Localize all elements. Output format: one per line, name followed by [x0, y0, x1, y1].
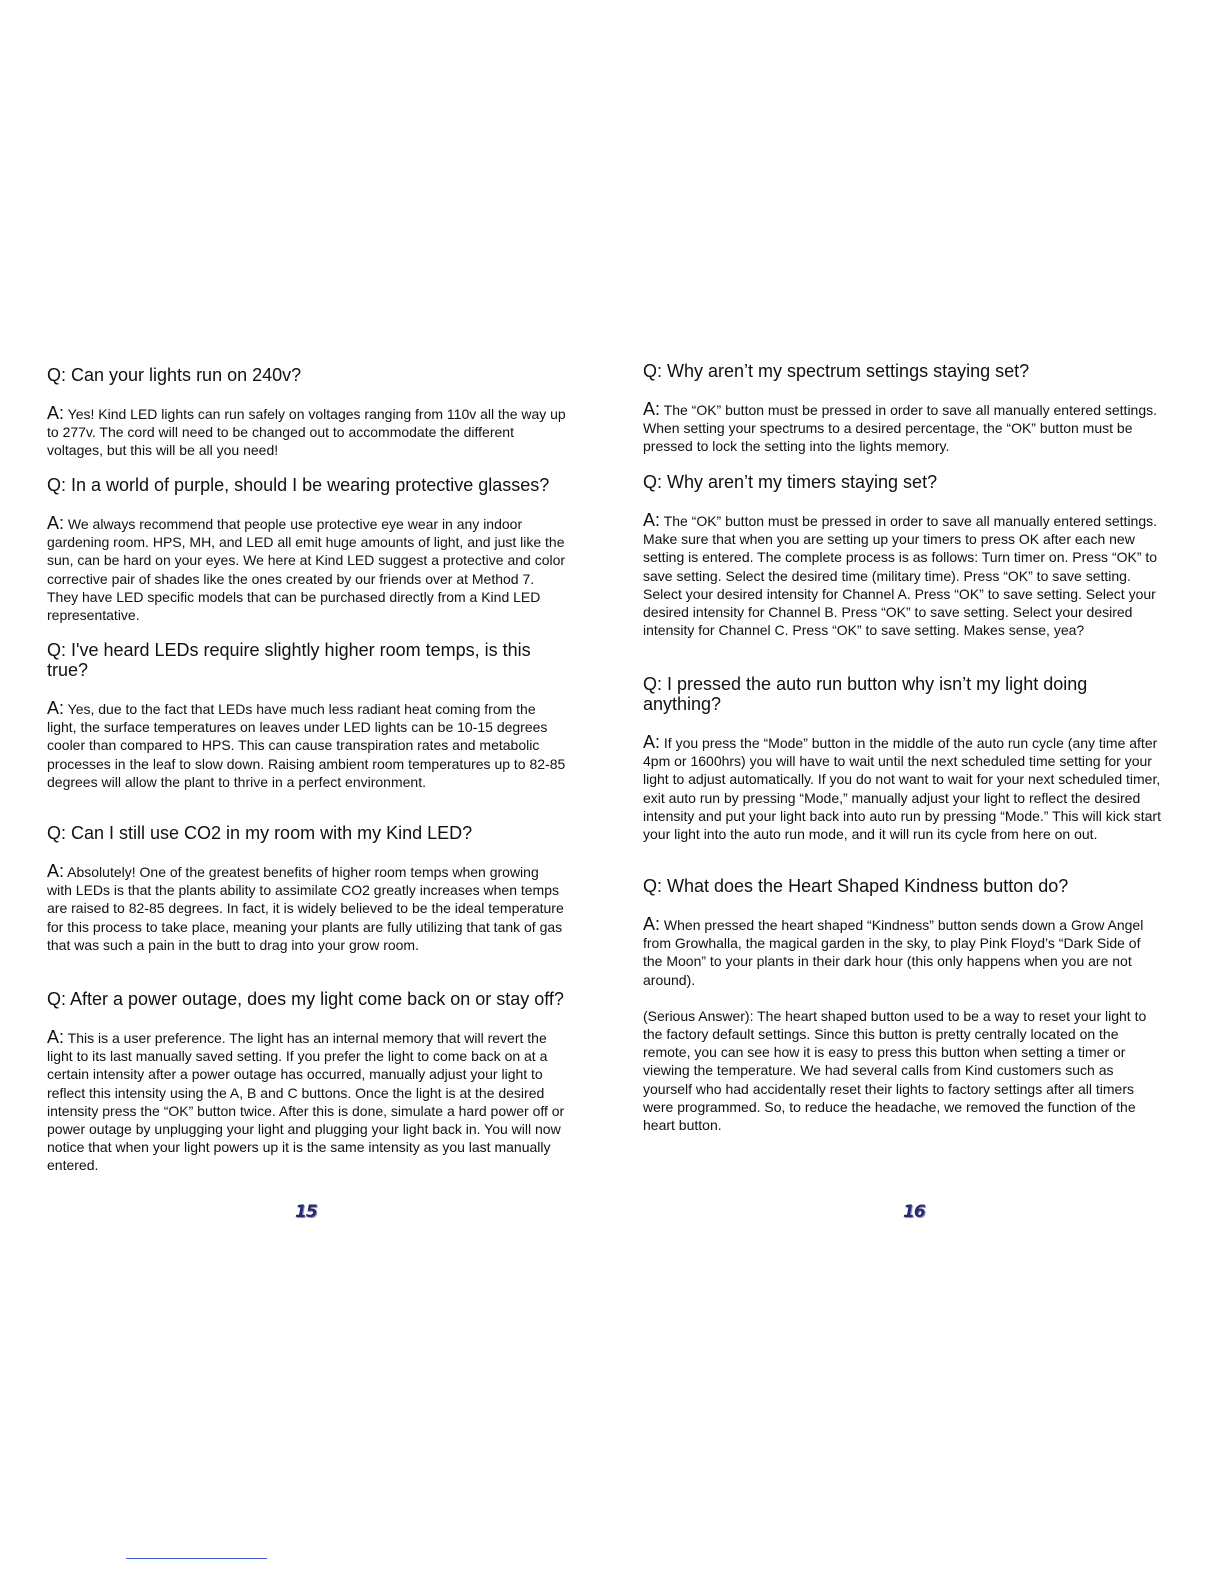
answer-label: A:: [47, 513, 65, 533]
faq-answer: [47, 699, 567, 791]
faq-question: Q: In a world of purple, should I be wearing protective glasses?: [47, 475, 550, 495]
answer-label: A:: [643, 510, 661, 530]
faq-question: Q: Can I still use CO2 in my room with my Kind LED?: [47, 823, 473, 843]
faq-question: Q: What does the Heart Shaped Kindness button do?: [643, 876, 1069, 896]
answer-text: When pressed the heart shaped “Kindness” button sends down a Grow Angel from Growhalla, the magical garden in the sky, to play Pink Floyd’s “Dark Side of the Moon” to your plants in their dark hour (this only happens when you are not around).: [643, 917, 1144, 988]
faq-item: [643, 674, 1163, 843]
faq-answer: [643, 733, 1163, 843]
answer-text: The “OK” button must be pressed in order to save all manually entered settings. Make sure that when you are setting up your timers to press OK after each new setting is entered. The complete process is as follows: Turn timer on. Press “OK” to save setting. Select the desired time (military time). Press “OK” to save setting. Select your desired intensity for Channel A. Press “OK” to save setting. Select your desired intensity for Channel B. Press “OK” to save setting. Select your desired intensity for Channel C. Press “OK” to save setting. Makes sense, yea?: [643, 513, 1158, 639]
answer-label: A:: [643, 399, 661, 419]
faq-question: Q: I've heard LEDs require slightly higher room temps, is this true?: [47, 640, 531, 680]
faq-question: Q: Can your lights run on 240v?: [47, 365, 302, 385]
faq-answer: [47, 514, 567, 624]
answer-label: A:: [47, 698, 65, 718]
answer-text: The “OK” button must be pressed in order to save all manually entered settings. When setting your spectrums to a desired percentage, the “OK” button must be pressed to lock the setting into the lights memory.: [643, 402, 1158, 455]
answer-label: A:: [643, 732, 661, 752]
footer-rule: [126, 1558, 267, 1559]
answer-text: If you press the “Mode” button in the middle of the auto run cycle (any time after 4pm or 1600hrs) you will have to wait until the next scheduled time setting for your light to adjust automatically. If you do not want to wait for your next scheduled timer, exit auto run by pressing “Mode,” manually adjust your light to reflect the desired intensity and put your light back into auto run by pressing “Mode.” This will kick start your light into the auto run mode, and it will run its cycle from here on out.: [643, 735, 1161, 843]
answer-text: Yes! Kind LED lights can run safely on voltages ranging from 110v all the way up to 277v. The cord will need to be changed out to accommodate the different voltages, but this will be all you need!: [47, 406, 566, 459]
faq-item: [643, 472, 1163, 639]
faq-question: Q: Why aren’t my timers staying set?: [643, 472, 938, 492]
faq-question: Q: Why aren’t my spectrum settings staying set?: [643, 361, 1030, 381]
faq-answer: [47, 862, 567, 954]
answer-text: We always recommend that people use protective eye wear in any indoor gardening room. HPS, MH, and LED all emit huge amounts of light, and just like the sun, can be hard on your eyes. We here at Kind LED suggest a protective and color corrective pair of shades like the ones created by our friends over at Method 7. They have LED specific models that can be purchased directly from a Kind LED representative.: [47, 516, 566, 624]
faq-item: [47, 365, 567, 460]
faq-item: [643, 876, 1163, 1134]
faq-answer: [643, 915, 1163, 989]
faq-item: [47, 475, 567, 624]
faq-question: Q: After a power outage, does my light come back on or stay off?: [47, 989, 564, 1009]
answer-text: Absolutely! One of the greatest benefits of higher room temps when growing with LEDs is that the plants ability to assimilate CO2 greatly increases when temps are raised to 82-85 degrees. In fact, it is widely believed to be the ideal temperature for this process to take place, meaning your plants are fully utilizing that tank of gas that was such a pain in the butt to drag into your grow room.: [47, 864, 564, 953]
answer-label: A:: [47, 861, 65, 881]
answer-label: A:: [47, 1027, 65, 1047]
answer-text: This is a user preference. The light has an internal memory that will revert the light to its last manually saved setting. If you prefer the light to come back on at a certain intensity after a power outage has occurred, manually adjust your light to reflect this intensity using the A, B and C buttons. Once the light is at the desired intensity press the “OK” button twice. After this is done, simulate a hard power off or power outage by unplugging your light and plugging your light back in. You will now notice that when your light powers up it is the same intensity as you last manually entered.: [47, 1030, 565, 1174]
faq-answer: [47, 404, 567, 460]
answer-text: Yes, due to the fact that LEDs have much less radiant heat coming from the light, the surface temperatures on leaves under LED lights can be 10-15 degrees cooler than compared to HPS. This can cause transpiration rates and metabolic processes in the leaf to slow down. Raising ambient room temperatures up to 82-85 degrees will allow the plant to thrive in a perfect environment.: [47, 701, 566, 790]
page-number: 15: [295, 1202, 317, 1222]
faq-item: [47, 823, 567, 954]
faq-answer: [643, 511, 1163, 639]
page-number: 16: [903, 1202, 925, 1222]
answer-label: A:: [643, 914, 661, 934]
answer-label: A:: [47, 403, 65, 423]
faq-answer: [643, 400, 1163, 456]
faq-question: Q: I pressed the auto run button why isn’t my light doing anything?: [643, 674, 1088, 714]
faq-item: [47, 640, 567, 791]
faq-item: [47, 989, 567, 1175]
faq-answer: [47, 1028, 567, 1175]
faq-serious-answer: (Serious Answer): The heart shaped button used to be a way to reset your light to the factory default settings. Since this button is pretty centrally located on the remote, you can see how it is easy to press this button when setting a timer or viewing the temperature. We had several calls from Kind customers such as yourself who had accidentally reset their lights to factory settings after all timers were programmed. So, to reduce the headache, we removed the function of the heart button.: [643, 1007, 1147, 1134]
faq-item: [643, 361, 1163, 456]
